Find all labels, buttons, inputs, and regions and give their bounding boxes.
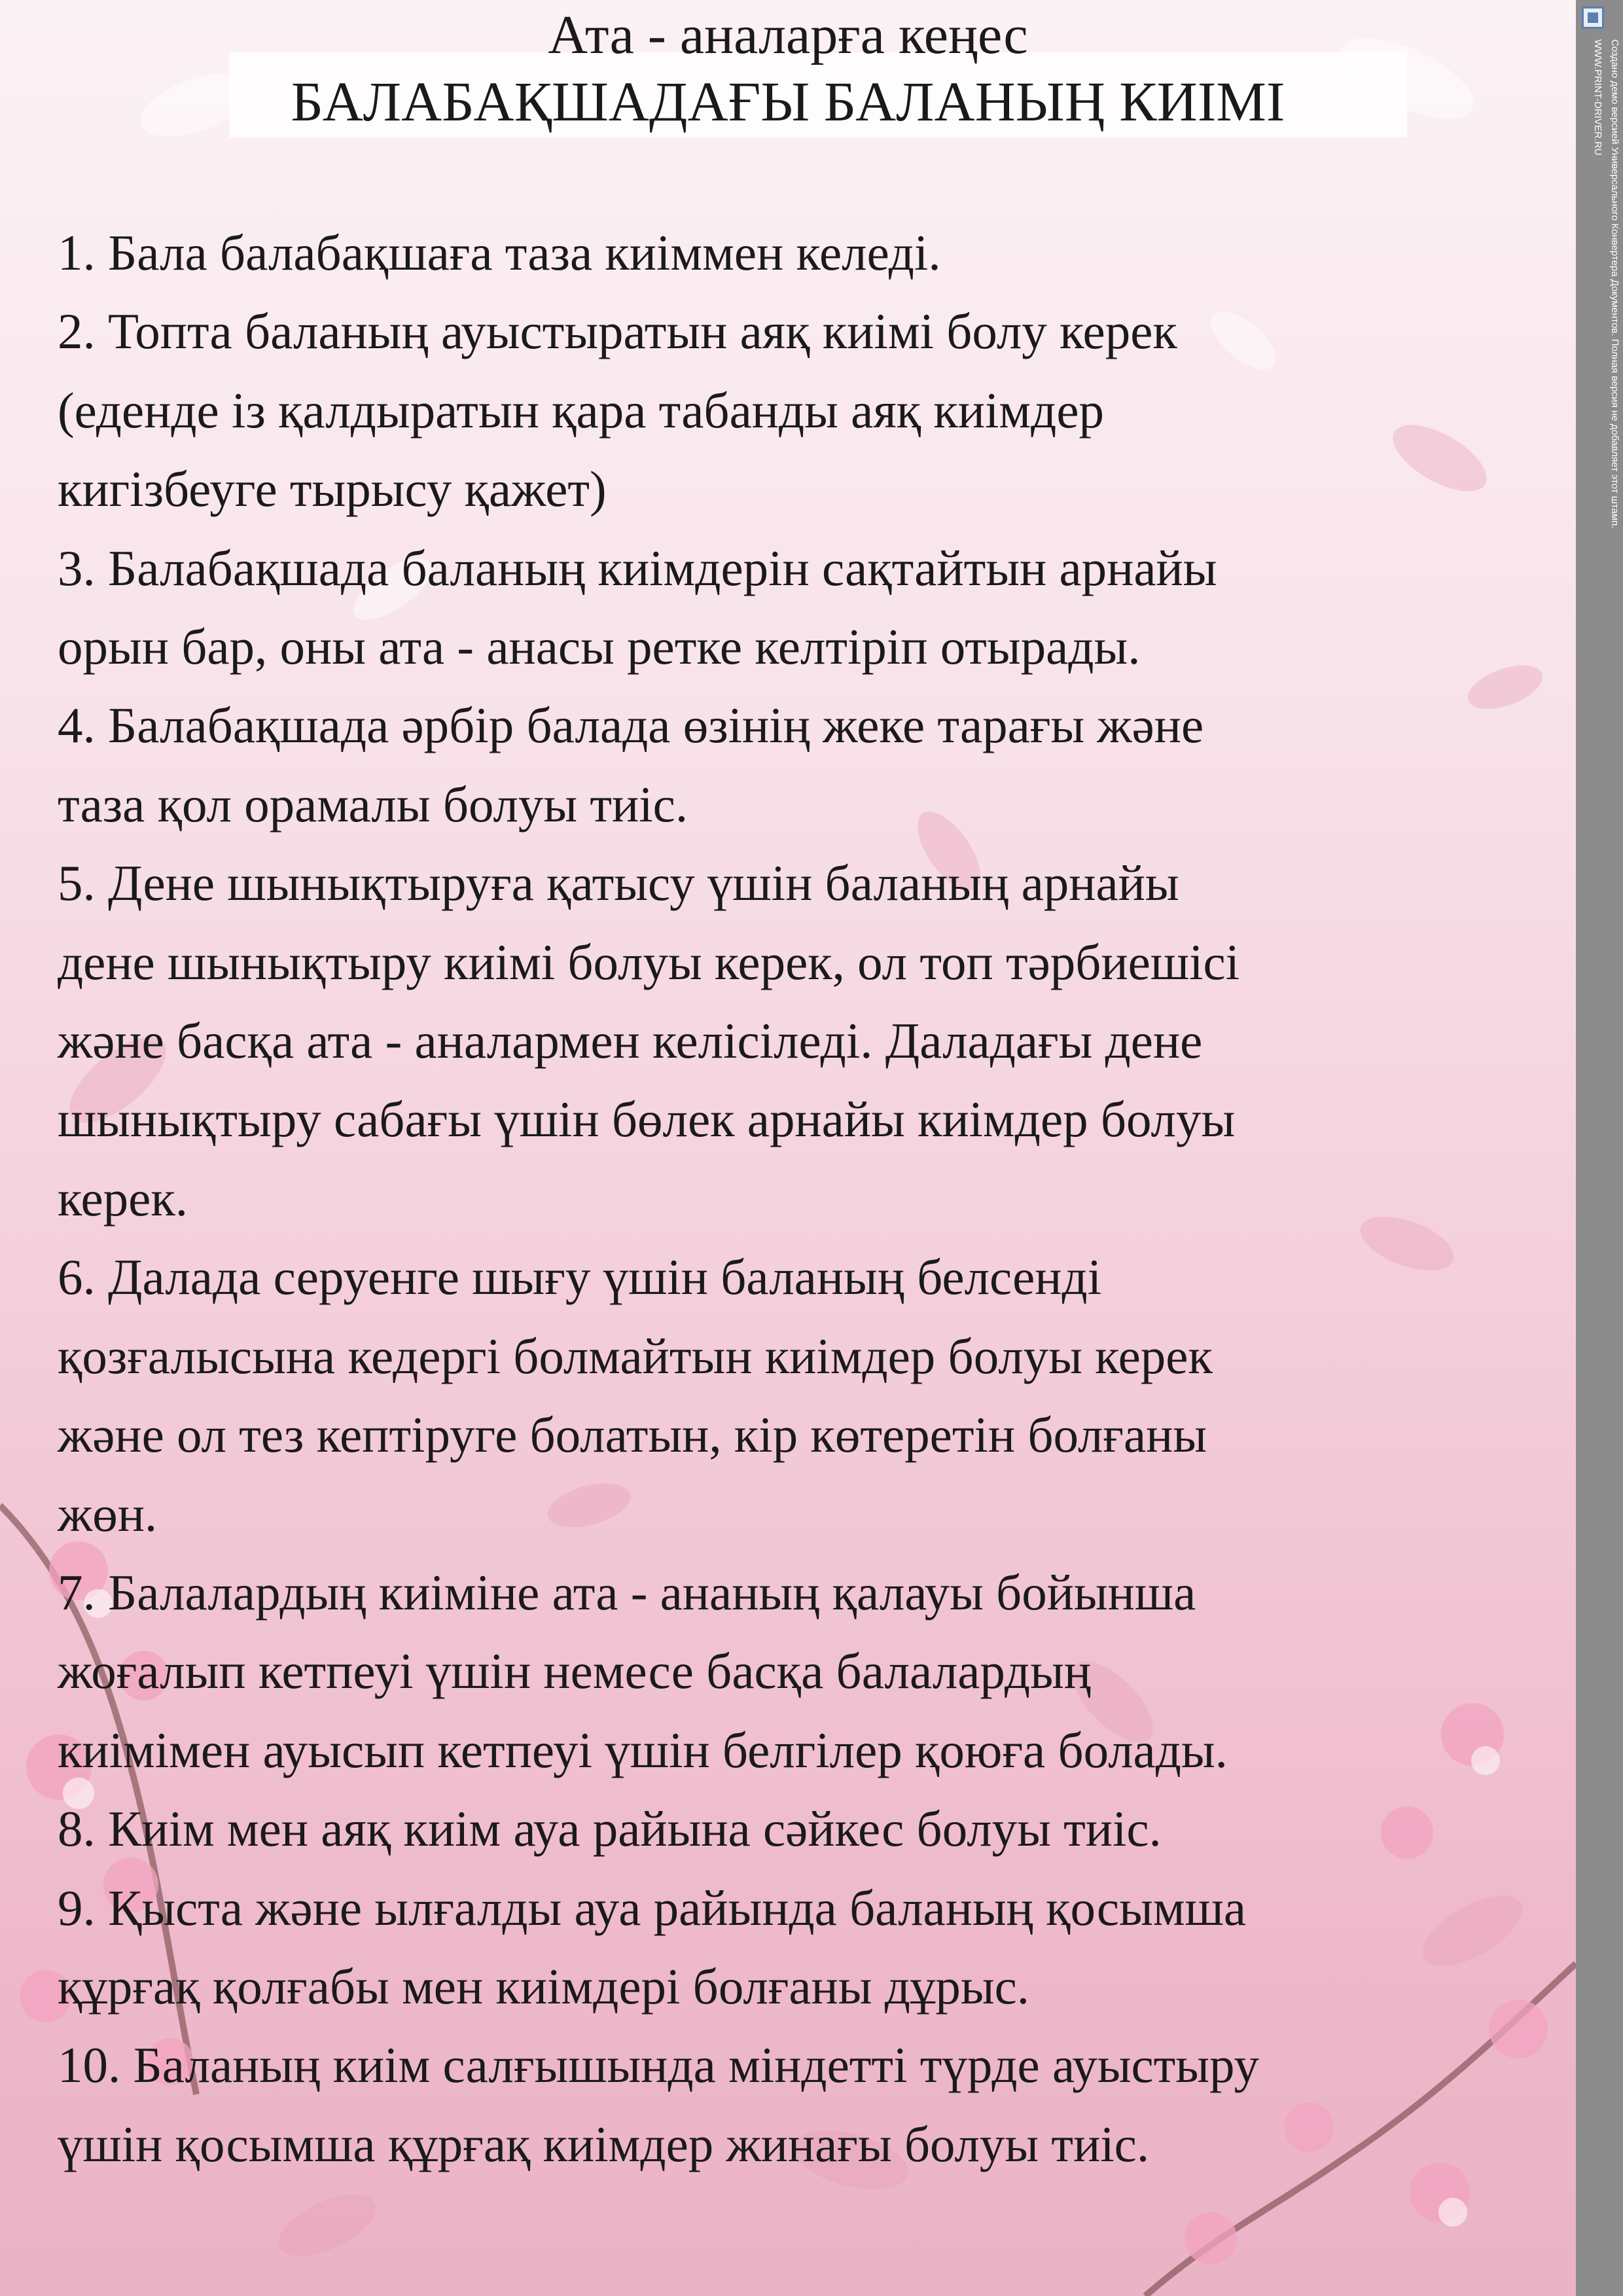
text-line: 4. Балабақшада әрбір балада өзінің жеке тарағы және (58, 697, 1204, 754)
watermark-url: WWW.PRINT-DRIVER.RU (1592, 39, 1603, 156)
text-line: кигізбеуге тырысу қажет) (58, 461, 607, 518)
text-line: 6. Далада серуенге шығу үшін баланың белсенді (58, 1249, 1102, 1306)
text-line: дене шынықтыру киімі болуы керек, ол топ тәрбиешісі (58, 933, 1240, 990)
watermark-text (1584, 39, 1623, 694)
page-subtitle: Ата - аналарға кеңес (548, 5, 1028, 65)
text-line: (еденде із қалдыратын қара табанды аяқ киімдер (58, 382, 1104, 439)
text-line: 9. Қыста және ылғалды ауа райында баланың қосымша (58, 1879, 1247, 1936)
advice-list (58, 213, 1530, 2183)
converter-logo-icon (1582, 7, 1604, 29)
text-line: 2. Топта баланың ауыстыратын аяқ киімі болу керек (58, 303, 1177, 360)
text-line: киімімен ауысып кетпеуі үшін белгілер қоюға болады. (58, 1721, 1228, 1778)
text-line: 3. Балабақшада баланың киімдерін сақтайтын арнайы (58, 539, 1217, 596)
text-line: шынықтыру сабағы үшін бөлек арнайы киімдер болуы (58, 1091, 1236, 1148)
page-title: БАЛАБАҚШАДАҒЫ БАЛАНЫҢ КИІМІ (291, 70, 1285, 133)
watermark-text-line: Создано демо версией Универсального Конвертера Документов. Полная версия не добавляет этот штамп. (1609, 39, 1620, 529)
text-line: жөн. (58, 1485, 158, 1542)
text-line: және басқа ата - аналармен келісіледі. Даладағы дене (58, 1013, 1203, 1069)
text-line: 1. Бала балабақшаға таза киіммен келеді. (58, 224, 941, 281)
text-line: керек. (58, 1170, 188, 1227)
text-line: құрғақ қолғабы мен киімдері болғаны дұрыс. (58, 1958, 1030, 2015)
text-line: 7. Балалардың киіміне ата - ананың қалауы бойынша (58, 1564, 1196, 1621)
text-line: 10. Баланың киім салғышында міндетті түрде ауыстыру (58, 2037, 1260, 2094)
text-line: үшін қосымша құрғақ киімдер жинағы болуы тиіс. (58, 2115, 1150, 2172)
text-line: 5. Дене шынықтыруға қатысу үшін баланың арнайы (58, 855, 1179, 912)
text-line: қозғалысына кедергі болмайтын киімдер болуы керек (58, 1327, 1213, 1384)
text-line: орын бар, оны ата - анасы ретке келтіріп отырады. (58, 619, 1141, 675)
text-line: таза қол орамалы болуы тиіс. (58, 776, 688, 833)
text-line: 8. Киім мен аяқ киім ауа райына сәйкес болуы тиіс. (58, 1801, 1162, 1857)
text-line: жоғалып кетпеуі үшін немесе басқа балалардың (58, 1643, 1092, 1700)
text-line: және ол тез кептіруге болатын, кір көтеретін болғаны (58, 1407, 1207, 1463)
